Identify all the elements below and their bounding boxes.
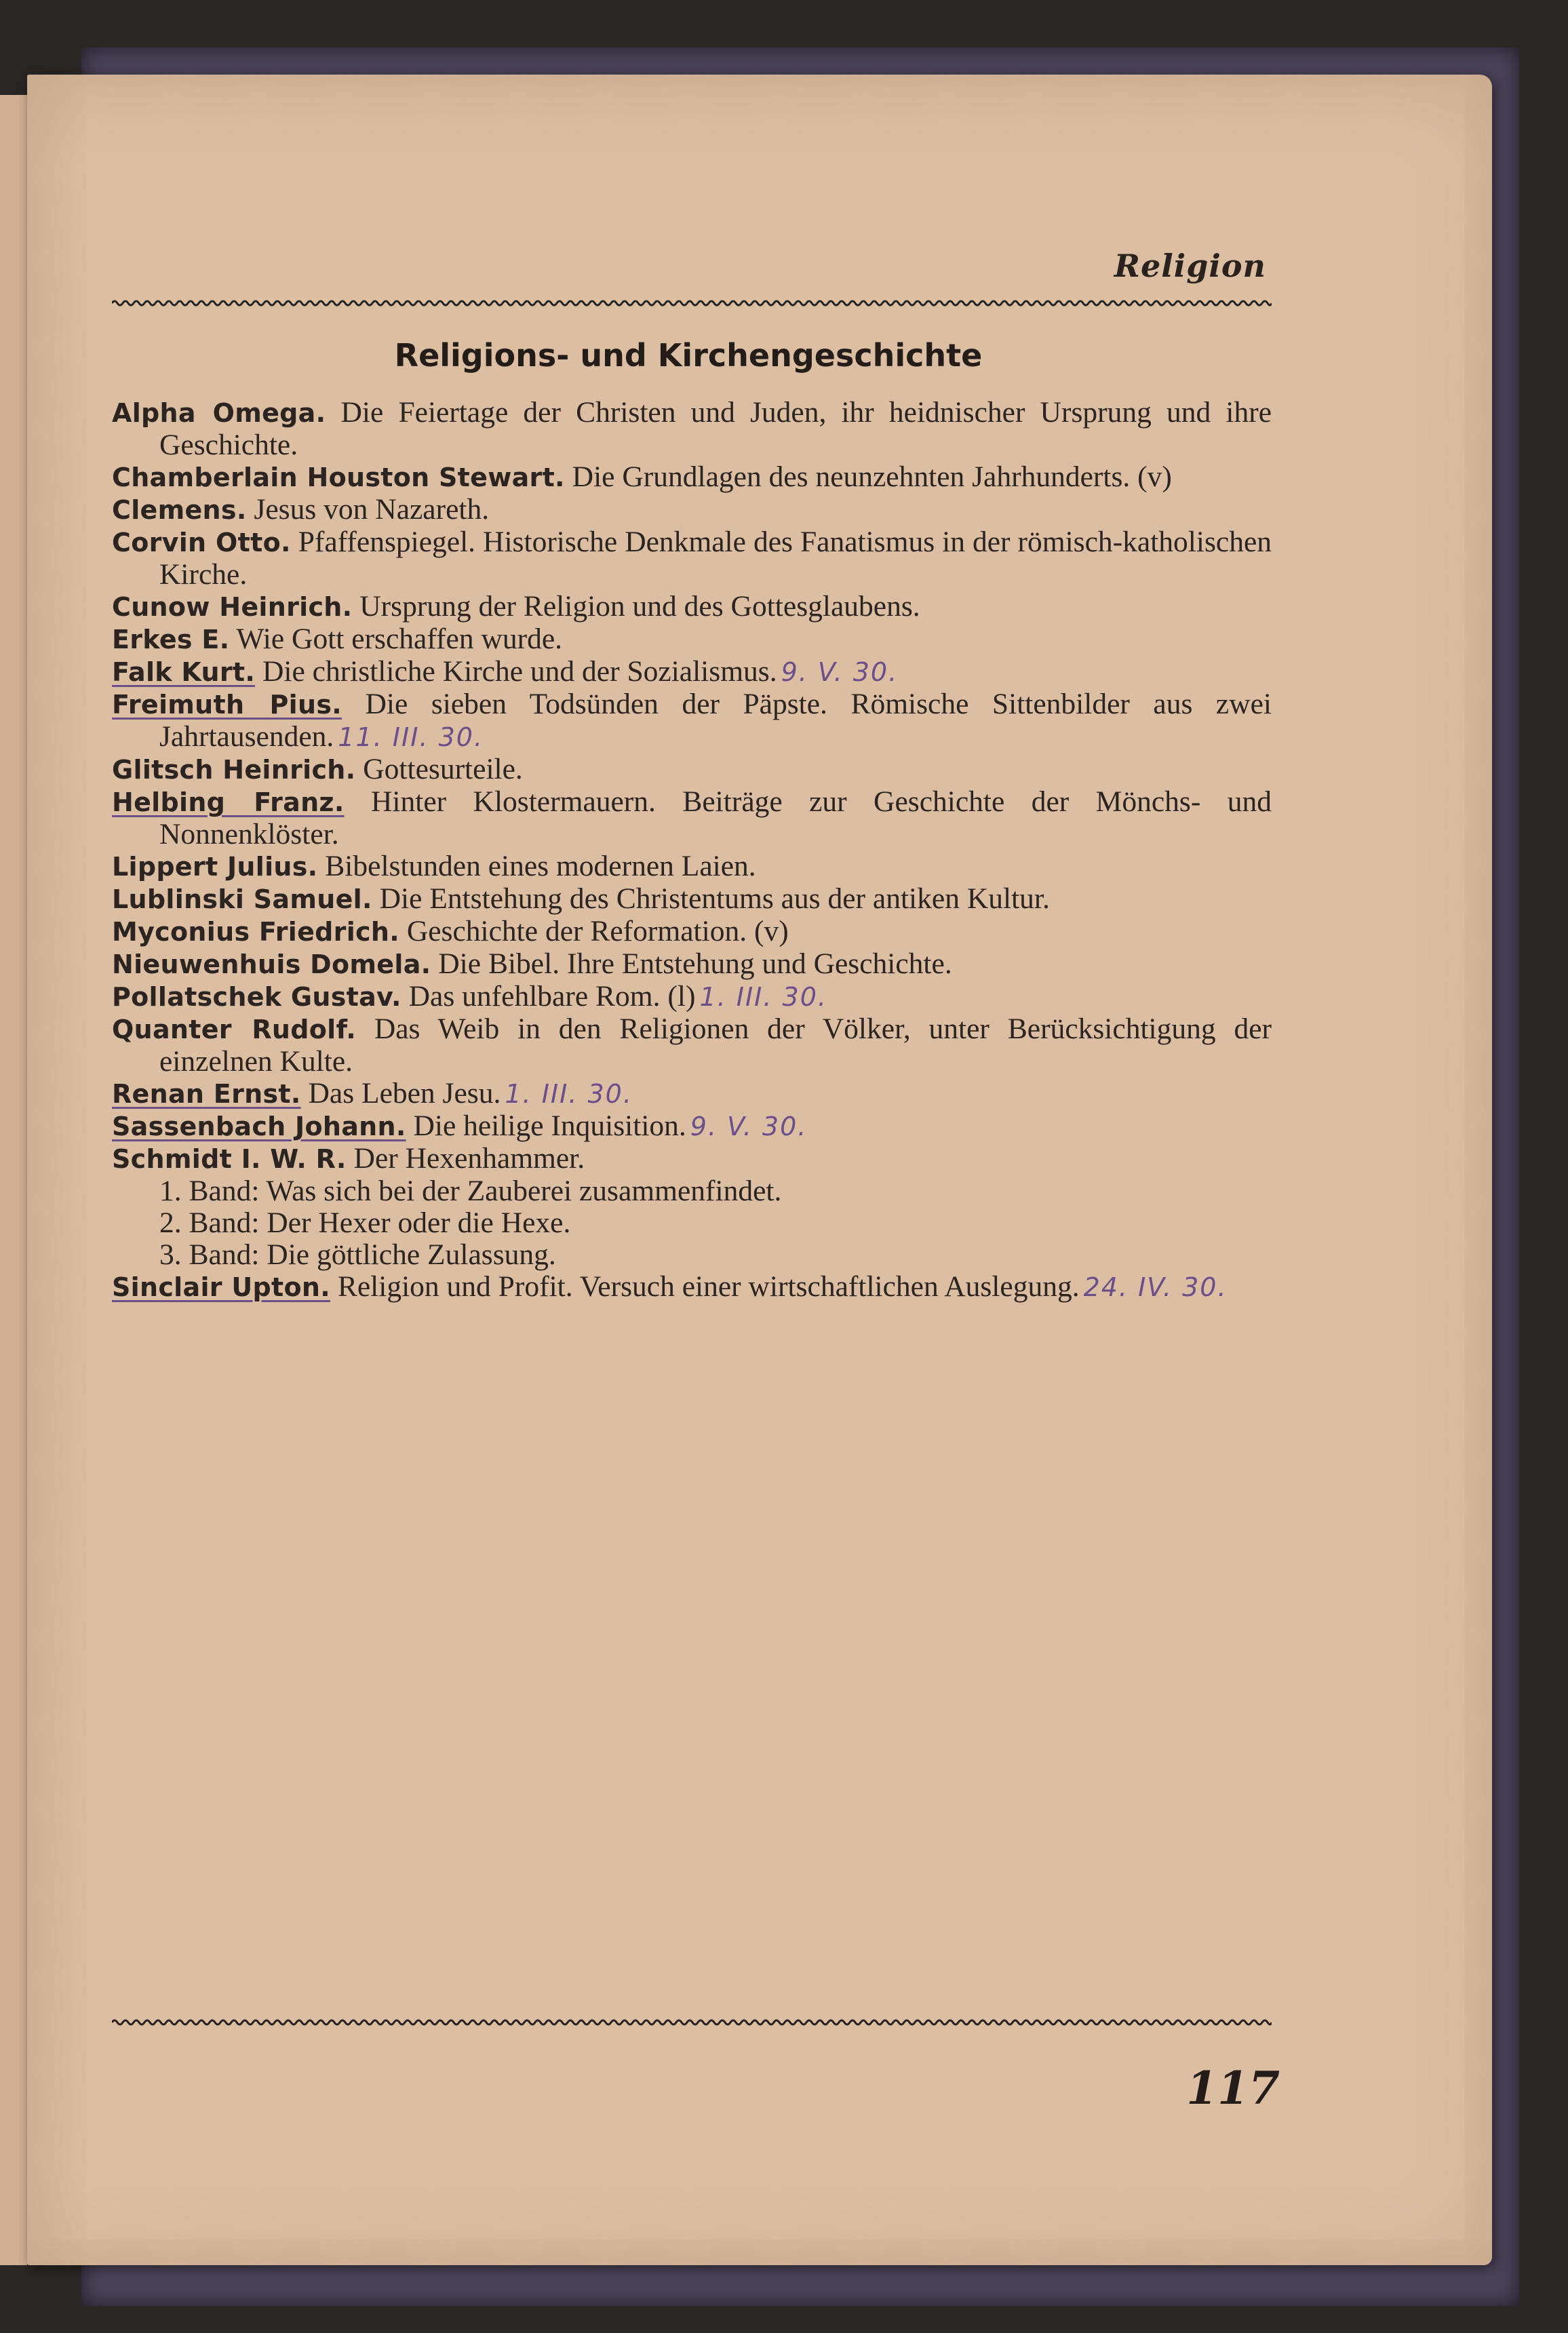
page-number: 117 [1186, 2062, 1280, 2115]
bib-entry [112, 397, 1272, 461]
bib-entry [112, 1143, 1272, 1175]
bib-entry [112, 1013, 1272, 1078]
entry-title: Gottesurteile. [363, 753, 523, 785]
entry-title: Bibelstunden eines modernen Laien. [325, 850, 756, 882]
entry-title: Das Leben Jesu. [308, 1077, 501, 1110]
entry-title: Die christliche Kirche und der Sozialismus. [262, 655, 777, 688]
bib-entry [112, 656, 1272, 688]
entry-author: Glitsch Heinrich. [112, 755, 356, 785]
entry-title: Jesus von Nazareth. [254, 493, 490, 526]
entry-author: Lublinski Samuel. [112, 884, 372, 914]
entry-title: Die Grundlagen des neunzehnten Jahrhunderts. (v) [572, 460, 1172, 493]
entry-title: Religion und Profit. Versuch einer wirtschaftlichen Auslegung. [337, 1270, 1080, 1303]
entry-author: Nieuwenhuis Domela. [112, 949, 431, 979]
bib-entry [112, 494, 1272, 526]
bibliography-list [112, 397, 1272, 1303]
entry-author: Helbing Franz. [112, 787, 345, 817]
handwritten-date: 1. III. 30. [699, 982, 827, 1012]
bib-entry [112, 786, 1272, 850]
handwritten-date: 9. V. 30. [690, 1112, 808, 1141]
entry-title: Das Weib in den Religionen der Völker, unter Berücksichtigung der einzelnen Kulte. [159, 1013, 1272, 1078]
section-title: Religions- und Kirchengeschichte [394, 337, 983, 374]
bib-entry [112, 883, 1272, 916]
entry-author: Falk Kurt. [112, 657, 256, 687]
entry-author: Quanter Rudolf. [112, 1015, 356, 1044]
entry-author: Sinclair Upton. [112, 1272, 330, 1302]
entry-title: Die sieben Todsünden der Päpste. Römische Sittenbilder aus zwei Jahrtausenden. [159, 688, 1272, 753]
entry-title: Die Bibel. Ihre Entstehung und Geschichte. [438, 947, 952, 980]
entry-author: Corvin Otto. [112, 528, 291, 557]
handwritten-date: 24. IV. 30. [1083, 1272, 1228, 1302]
entry-title: Das unfehlbare Rom. (l) [408, 980, 696, 1013]
top-wavy-rule [112, 298, 1272, 308]
bib-entry [112, 461, 1272, 494]
entry-author: Cunow Heinrich. [112, 592, 353, 622]
entry-title: Der Hexenhammer. [353, 1142, 585, 1175]
running-head: Religion [1114, 248, 1266, 284]
entry-author: Renan Ernst. [112, 1079, 301, 1109]
left-page-edge [0, 95, 27, 2265]
bib-entry [112, 688, 1272, 753]
entry-author: Alpha Omega. [112, 398, 326, 428]
entry-title: Die heilige Inquisition. [413, 1110, 686, 1142]
entry-author: Freimuth Pius. [112, 690, 342, 720]
entry-author: Erkes E. [112, 625, 230, 654]
bib-entry [112, 1271, 1272, 1303]
entry-author: Myconius Friedrich. [112, 917, 399, 947]
handwritten-date: 9. V. 30. [781, 657, 899, 687]
entry-author: Clemens. [112, 495, 247, 525]
handwritten-date: 11. III. 30. [338, 722, 484, 752]
entry-author: Lippert Julius. [112, 852, 318, 882]
bib-entry [112, 526, 1272, 591]
bib-entry [112, 753, 1272, 786]
bib-entry [112, 981, 1272, 1013]
entry-title: Pfaffenspiegel. Historische Denkmale des Fanatismus in der römisch-katholischen Kirche. [159, 526, 1272, 591]
entry-author: Sassenbach Johann. [112, 1112, 406, 1141]
entry-title: Wie Gott erschaffen wurde. [236, 623, 563, 655]
volume-line: 3. Band: Die göttliche Zulassung. [159, 1238, 556, 1271]
bib-entry [112, 916, 1272, 948]
volume-line: 2. Band: Der Hexer oder die Hexe. [159, 1207, 571, 1239]
bib-entry [112, 1110, 1272, 1143]
entry-title: Die Feiertage der Christen und Juden, ihr heidnischer Ursprung und ihre Geschichte. [159, 396, 1272, 461]
entry-title: Hinter Klostermauern. Beiträge zur Geschichte der Mönchs- und Nonnenklöster. [159, 785, 1272, 850]
bib-entry [112, 591, 1272, 623]
bib-entry [112, 948, 1272, 981]
entry-author: Chamberlain Houston Stewart. [112, 463, 565, 492]
bib-entry [112, 850, 1272, 883]
bib-entry [112, 1078, 1272, 1110]
entry-author: Schmidt I. W. R. [112, 1144, 347, 1174]
bottom-wavy-rule [112, 2018, 1272, 2027]
entry-title: Geschichte der Reformation. (v) [406, 915, 789, 947]
volume-line: 1. Band: Was sich bei der Zauberei zusammenfindet. [159, 1175, 782, 1207]
entry-title: Ursprung der Religion und des Gottesglaubens. [359, 590, 920, 623]
handwritten-date: 1. III. 30. [505, 1079, 633, 1109]
entry-author: Pollatschek Gustav. [112, 982, 401, 1012]
bib-entry [112, 623, 1272, 656]
entry-title: Die Entstehung des Christentums aus der antiken Kultur. [379, 882, 1050, 915]
